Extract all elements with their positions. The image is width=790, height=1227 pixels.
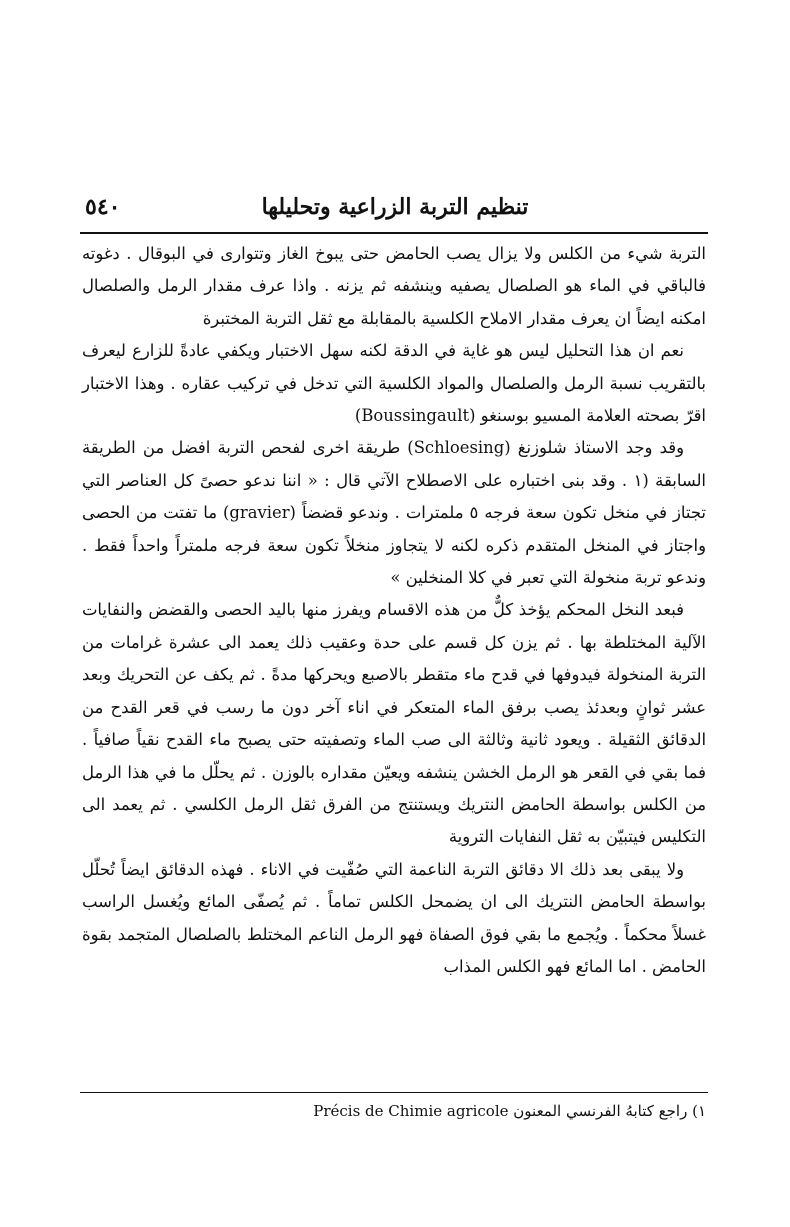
page-number: ٥٤٠ bbox=[85, 194, 121, 220]
paragraph-3: وقد وجد الاستاذ شلوزنغ (Schloesing) طريقة اخرى لفحص التربة افضل من الطريقة السابقة (١ . وقد بنى اختباره على الاصطلاح الآتي قال : « اننا ندعو حصىً كل العناصر التي تجتاز في منخل تكون سعة فرجه ٥ ملمترات . وندعو قضضاً (gravier) ما تفتت من الحصى واجتاز في المنخل المتقدم ذكره لكنه لا يتجاوز منخلاً تكون سعة فرجه ملمتراً واحداً فقط . وندعو تربة منخولة التي تعبر في كلا المنخلين » bbox=[82, 438, 706, 588]
paragraph-4: فبعد النخل المحكم يؤخذ كلٌّ من هذه الاقسام ويفرز منها باليد الحصى والقضض والنفايات الآلية المختلطة بها . ثم يزن كل قسم على حدة وعقيب ذلك يعمد الى عشرة غرامات من التربة المنخولة فيدوفها في قدح ماء متقطر بالاصبع ويحركها مدةً . ثم يكف عن التحريك وبعد عشر ثوانٍ وبعدئذ يصب برفق الماء المتعكر في اناء آخر دون ما رسب في قعر القدح من الدقائق الثقيلة . ويعود ثانية وثالثة الى صب الماء وتصفيته حتى يصبح ماء القدح نقياً صافياً . فما بقي في القعر هو الرمل الخشن ينشفه ويعيّن مقداره بالوزن . ثم يحلّل ما في هذا الرمل من الكلس بواسطة الحامض النتريك ويستنتج من الفرق ثقل الرمل الكلسي . ثم يعمد الى التكليس فيتبيّن به ثقل النفايات التروية bbox=[82, 600, 706, 847]
header-rule bbox=[80, 232, 708, 234]
header-title: تنظيم التربة الزراعية وتحليلها bbox=[261, 194, 529, 220]
paragraph-1: التربة شيء من الكلس ولا يزال يصب الحامض حتى يبوخ الغاز وتتوارى في البوقال . دغوته فالباقي في الماء هو الصلصال يصفيه وينشفه ثم يزنه . واذا عرف مقدار الرمل والصلصال امكنه ايضاً ان يعرف مقدار الاملاح الكلسية بالمقابلة مع ثقل التربة المختبرة bbox=[82, 244, 706, 328]
paragraph-5: ولا يبقى بعد ذلك الا دقائق التربة الناعمة التي صُفّيت في الاناء . فهذه الدقائق ايضاً تُحلّل بواسطة الحامض النتريك الى ان يضمحل الكلس تماماً . ثم يُصفّى المائع ويُغسل الراسب غسلاً محكماً . ويُجمع ما بقي فوق الصفاة فهو الرمل الناعم المختلط بالصلصال المتجمد بقوة الحامض . اما المائع فهو الكلس المذاب bbox=[82, 859, 706, 976]
footnote: ١) راجع كتابهُ الفرنسي المعنون Précis de Chimie agricole bbox=[313, 1102, 706, 1120]
running-header bbox=[85, 192, 705, 226]
paragraph-2: نعم ان هذا التحليل ليس هو غاية في الدقة لكنه سهل الاختبار ويكفي عادةً للزارع ليعرف بالتقريب نسبة الرمل والصلصال والمواد الكلسية التي تدخل في تركيب عقاره . وهذا الاختبار اقرّ بصحته العلامة المسيو بوسنغو (Boussingault) bbox=[82, 341, 706, 426]
footnote-rule bbox=[80, 1092, 708, 1093]
body-text bbox=[82, 238, 706, 983]
